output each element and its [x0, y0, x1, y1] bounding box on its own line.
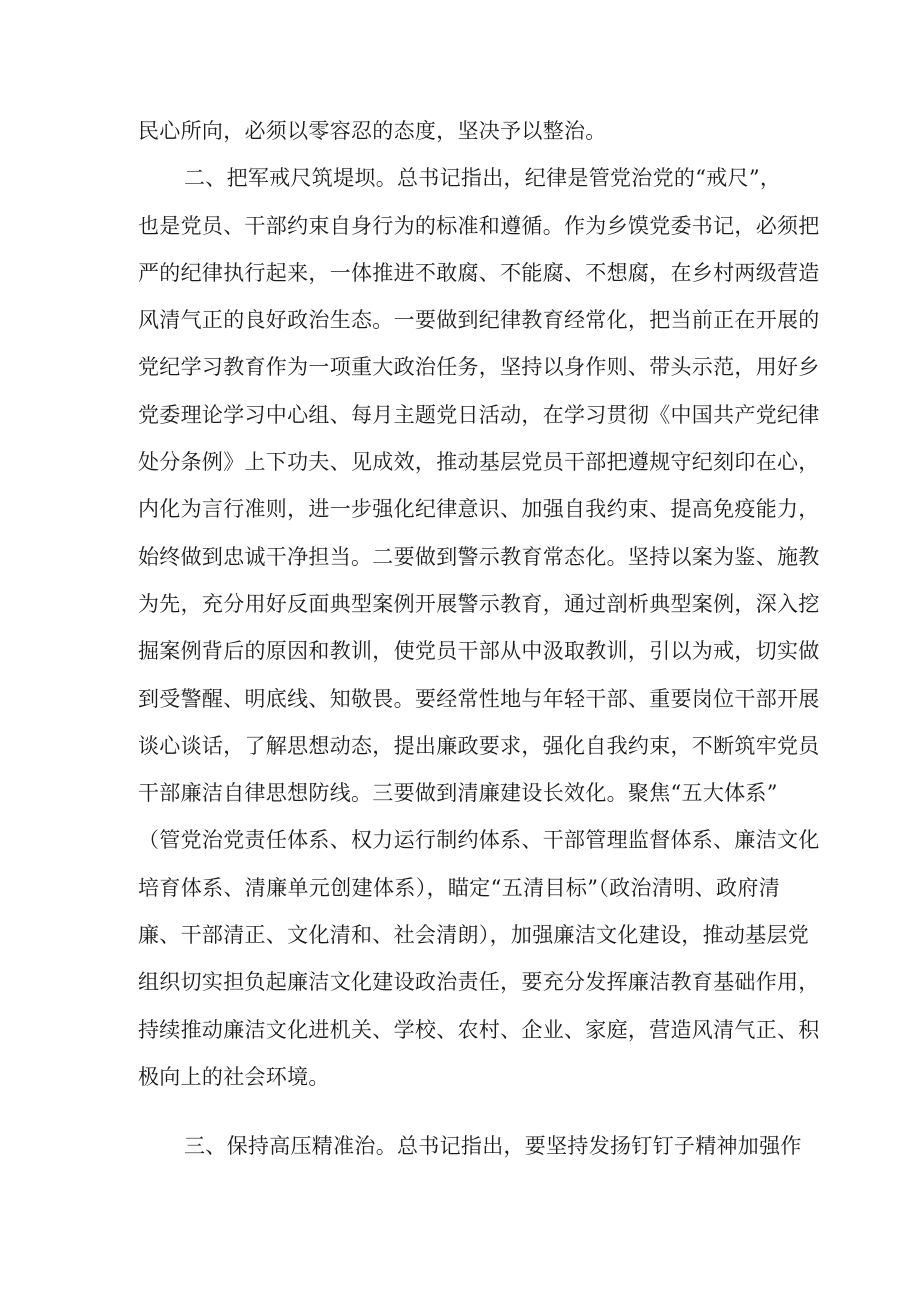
text-line-8: 处分条例》上下功夫、见成效，推动基层党员干部把遵规守纪刻印在心，	[138, 450, 820, 475]
text-line-18: 廉、干部清正、文化清和、社会清朗），加强廉洁文化建设，推动基层党	[138, 923, 810, 948]
text-line-10: 始终做到忠诚干净担当。二要做到警示教育常态化。坚持以案为鉴、施教	[138, 544, 820, 569]
document-body	[138, 108, 820, 1171]
text-line-11: 为先，充分用好反面典型案例开展警示教育，通过剖析典型案例，深入挖	[138, 591, 820, 616]
text-line-16: （管党治党责任体系、权力运行制约体系、干部管理监督体系、廉洁文化	[138, 828, 820, 853]
text-line-15: 干部廉洁自律思想防线。三要做到清廉建设长效化。聚焦“五大体系”	[138, 781, 778, 806]
text-line-22: 三、保持高压精准治。总书记指出，要坚持发扬钉钉子精神加强作	[184, 1134, 802, 1159]
text-line-3: 也是党员、干部约束自身行为的标准和遵循。作为乡馍党委书记，必须把	[138, 213, 820, 238]
paragraph-gap	[138, 1101, 780, 1123]
text-line-13: 到受警醒、明底线、知敬畏。要经常性地与年轻干部、重要岗位干部开展	[138, 686, 820, 711]
text-line-17: 培育体系、清廉单元创建体系），瞄定“五清目标”（政治清明、政府清	[138, 875, 780, 900]
text-line-2: 二、把军戒尺筑堤坝。总书记指出，纪律是管党治党的“戒尺”，	[184, 166, 782, 191]
text-line-9: 内化为言行准则，进一步强化纪律意识、加强自我约束、提高免疫能力，	[138, 497, 820, 522]
text-line-1: 民心所向，必须以零容忍的态度，坚决予以整治。	[138, 119, 607, 143]
text-line-6: 党纪学习教育作为一项重大政治任务，坚持以身作则、带头示范，用好乡	[138, 355, 820, 380]
text-line-5: 风清气正的良好政治生态。一要做到纪律教育经常化，把当前正在开展的	[138, 308, 820, 333]
text-line-7: 党委理论学习中心组、每月主题党日活动，在学习贯彻《中国共产党纪律	[138, 402, 820, 427]
text-line-20: 持续推动廉洁文化进机关、学校、农村、企业、家庭，营造风清气正、积	[138, 1017, 820, 1042]
text-line-4: 严的纪律执行起来，一体推进不敢腐、不能腐、不想腐，在乡村两级营造	[138, 260, 820, 285]
text-line-14: 谈心谈话，了解思想动态，提出廉政要求，强化自我约束，不断筑牢党员	[138, 733, 820, 758]
text-line-19: 组织切实担负起廉洁文化建设政治责任，要充分发挥廉洁教育基础作用，	[138, 970, 820, 995]
text-line-21: 极向上的社会环境。	[138, 1064, 330, 1089]
text-line-12: 掘案例背后的原因和教训，使党员干部从中汲取教训，引以为戒，切实做	[138, 639, 820, 664]
